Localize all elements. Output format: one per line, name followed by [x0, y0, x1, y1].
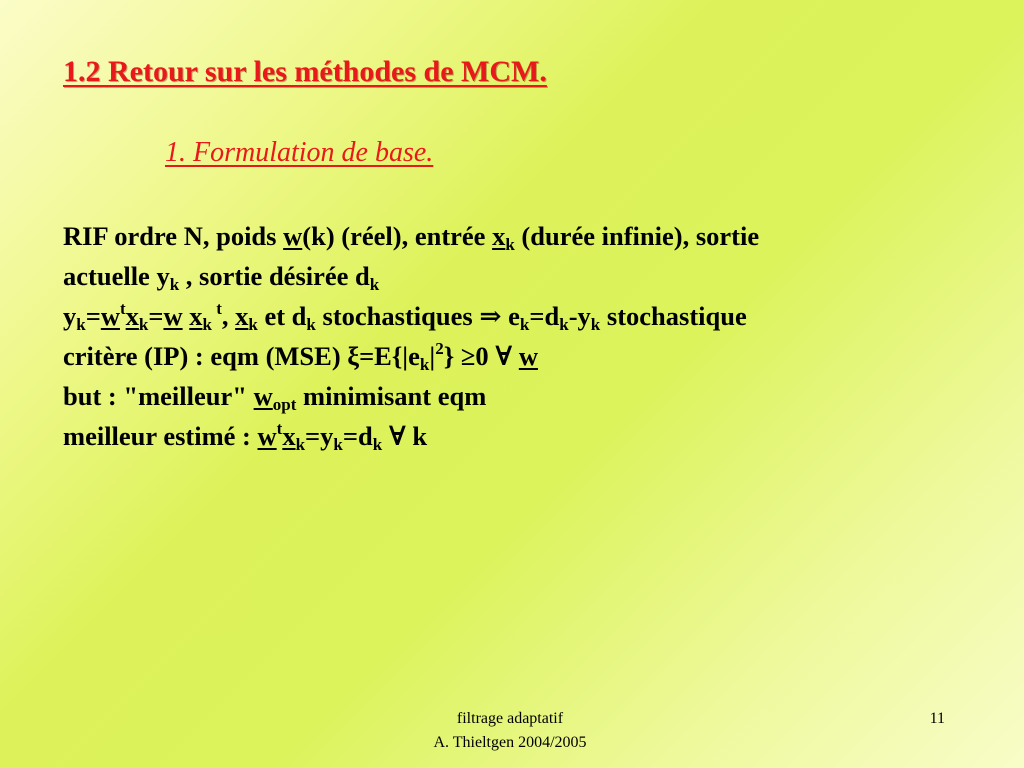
text: , — [221, 301, 236, 331]
subscript: k — [519, 315, 530, 334]
body-line-4 — [63, 336, 973, 376]
subscript: k — [202, 315, 212, 334]
text: (k) (réel), entrée — [302, 221, 493, 251]
subscript: k — [306, 315, 316, 334]
superscript: t — [119, 299, 126, 318]
body-line-1 — [63, 216, 973, 256]
slide-body — [63, 216, 973, 456]
subscript: k — [295, 435, 306, 454]
subscript: k — [419, 355, 430, 374]
text: meilleur estimé : — [63, 421, 258, 451]
vector-w: w — [253, 381, 273, 411]
slide-footer — [390, 707, 630, 755]
subscript: k — [333, 435, 343, 454]
text: stochastiques ⇒ e — [315, 301, 520, 331]
subscript: k — [372, 435, 383, 454]
page-number: 11 — [929, 710, 945, 727]
text: RIF ordre N, poids — [63, 221, 284, 251]
text: stochastique — [600, 301, 747, 331]
vector-w: w — [257, 421, 277, 451]
subscript: k — [559, 315, 569, 334]
subscript: k — [590, 315, 601, 334]
superscript: t — [211, 299, 222, 318]
body-line-5 — [63, 376, 973, 416]
text: -y — [568, 301, 591, 331]
subscript: k — [248, 315, 258, 334]
text: | — [429, 341, 436, 371]
vector-w: w — [163, 301, 183, 331]
subscript: k — [169, 275, 180, 294]
vector-x: x — [492, 221, 506, 251]
subscript: k — [138, 315, 149, 334]
text: y — [63, 301, 77, 331]
text: = — [85, 301, 101, 331]
slide-subtitle: 1. Formulation de base. — [165, 137, 434, 168]
text: = — [148, 301, 164, 331]
vector-x: x — [235, 301, 249, 331]
text: =d — [342, 421, 373, 451]
text: et d — [257, 301, 307, 331]
vector-x: x — [282, 421, 296, 451]
body-line-3 — [63, 296, 973, 336]
footer-author: A. Thieltgen 2004/2005 — [433, 734, 587, 751]
vector-x: x — [189, 301, 203, 331]
subscript: k — [505, 235, 515, 254]
vector-x: x — [125, 301, 139, 331]
slide-title: 1.2 Retour sur les méthodes de MCM. — [63, 55, 547, 88]
body-line-6 — [63, 416, 973, 456]
body-line-2 — [63, 256, 973, 296]
vector-w: w — [283, 221, 303, 251]
text: , sortie désirée d — [179, 261, 370, 291]
footer-course: filtrage adaptatif — [456, 710, 564, 727]
superscript: t — [276, 419, 283, 438]
text: (durée infinie), sortie — [514, 221, 760, 251]
text: =d — [529, 301, 560, 331]
text: but : "meilleur" — [63, 381, 254, 411]
subscript: opt — [272, 395, 297, 414]
vector-w: w — [518, 341, 538, 371]
text: =y — [305, 421, 334, 451]
text: minimisant eqm — [296, 381, 487, 411]
subscript: k — [369, 275, 380, 294]
text: } ≥0 ∀ — [443, 341, 519, 371]
text: critère (IP) : eqm (MSE) ξ=E{|e — [63, 341, 420, 371]
subscript: k — [76, 315, 86, 334]
text: actuelle y — [63, 261, 170, 291]
vector-w: w — [100, 301, 120, 331]
text: ∀ k — [382, 421, 428, 451]
superscript: 2 — [435, 339, 444, 358]
